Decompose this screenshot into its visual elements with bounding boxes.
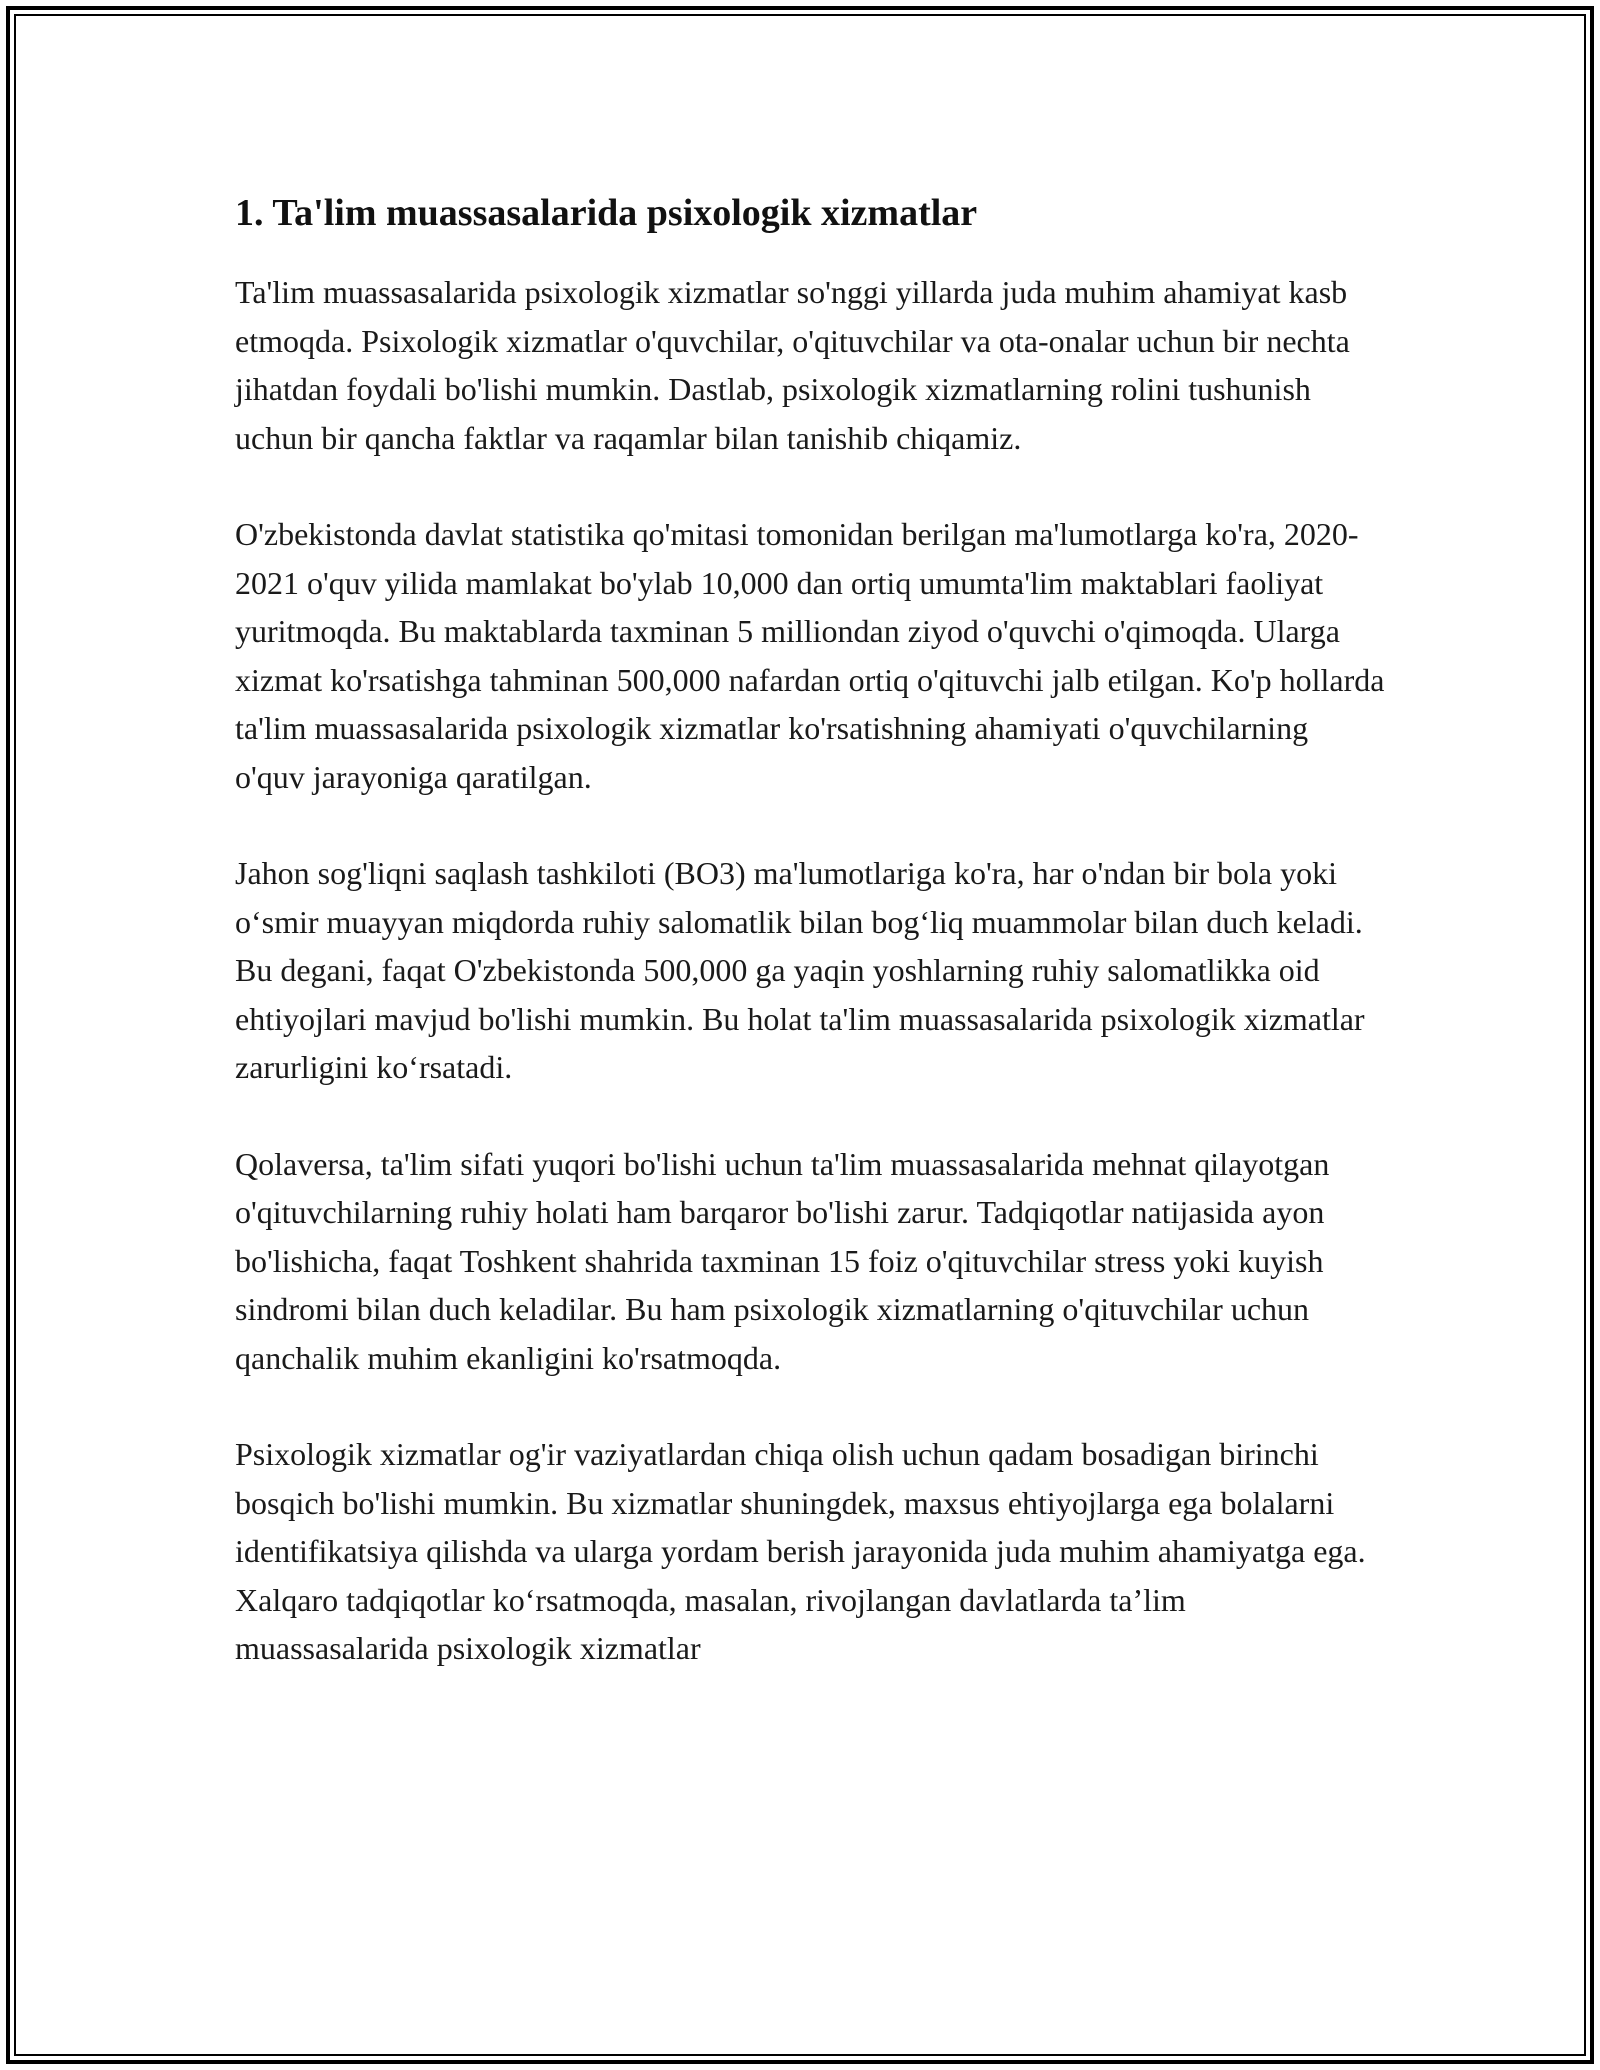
paragraph-3: Jahon sog'liqni saqlash tashkiloti (BO3) ma'lumotlariga ko'ra, har o'ndan bir bola yoki o‘smir muayyan miqdorda ruhiy salomatlik bilan bog‘liq muammolar bilan duch keladi. Bu degani, faqat O'zbekistonda 500,000 ga yaqin yoshlarning ruhiy salomatlikka oid ehtiyojlari mavjud bo'lishi mumkin. Bu holat ta'lim muassasalarida psixologik xizmatlar zarurligini ko‘rsatadi. [235, 855, 1365, 1085]
paragraph-4: Qolaversa, ta'lim sifati yuqori bo'lishi uchun ta'lim muassasalarida mehnat qilayotgan o'qituvchilarning ruhiy holati ham barqaror bo'lishi zarur. Tadqiqotlar natijasida ayon bo'lishicha, faqat Toshkent shahrida taxminan 15 foiz o'qituvchilar stress yoki kuyish sindromi bilan duch keladilar. Bu ham psixologik xizmatlarning o'qituvchilar uchun qanchalik muhim ekanligini ko'rsatmoqda. [235, 1145, 1330, 1376]
paragraph-1: Ta'lim muassasalarida psixologik xizmatlar so'nggi yillarda juda muhim ahamiyat kasb etmoqda. Psixologik xizmatlar o'quvchilar, o'qituvchilar va ota-onalar uchun bir nechta jihatdan foydali bo'lishi mumkin. Dastlab, psixologik xizmatlarning rolini tushunish uchun bir qancha faktlar va raqamlar bilan tanishib chiqamiz. [235, 274, 1350, 456]
paragraph-2: O'zbekistonda davlat statistika qo'mitasi tomonidan berilgan ma'lumotlarga ko'ra, 2020-2021 o'quv yilida mamlakat bo'ylab 10,000 dan ortiq umumta'lim maktablari faoliyat yuritmoqda. Bu maktablarda taxminan 5 milliondan ziyod o'quvchi o'qimoqda. Ularga xizmat ko'rsatishga tahminan 500,000 nafardan ortiq o'qituvchi jalb etilgan. Ko'p hollarda ta'lim muassasalarida psixologik xizmatlar ko'rsatishning ahamiyati o'quvchilarning o'quv jarayoniga qaratilgan. [235, 516, 1385, 795]
paragraph-5: Psixologik xizmatlar og'ir vaziyatlardan chiqa olish uchun qadam bosadigan birinchi bosqich bo'lishi mumkin. Bu xizmatlar shuningdek, maxsus ehtiyojlarga ega bolalarni identifikatsiya qilishda va ularga yordam berish jarayonida juda muhim ahamiyatga ega. Xalqaro tadqiqotlar ko‘rsatmoqda, masalan, rivojlangan davlatlarda ta’lim muassasalarida psixologik xizmatlar [235, 1436, 1366, 1666]
document-body [235, 186, 1385, 1721]
section-title: 1. Ta'lim muassasalarida psixologik xizmatlar [235, 192, 978, 234]
